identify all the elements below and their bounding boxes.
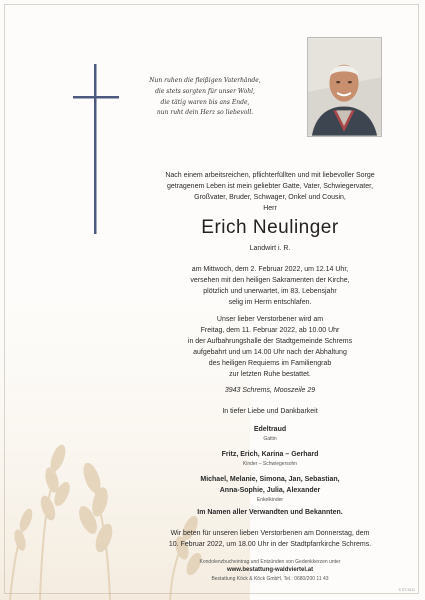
honorific: Herr (263, 205, 277, 212)
funeral-line: Freitag, dem 11. Februar 2022, ab 10.00 Uhr (200, 327, 340, 334)
document-code: © ST-9211 (398, 588, 415, 592)
intro-text (150, 170, 390, 214)
mourning-intro: In tiefer Liebe und Dankbarkeit (222, 408, 318, 415)
mourner-group (150, 474, 390, 504)
death-details (150, 264, 390, 308)
funeral-line: zur letzten Ruhe bestattet. (229, 371, 311, 378)
funeral-line: in der Aufbahrungshalle der Stadtgemeinde Schrems (187, 338, 353, 345)
funeral-line: des heiligen Requiems im Familiengrab (208, 360, 332, 367)
footer (150, 558, 390, 583)
deceased-occupation: Landwirt i. R. (249, 245, 291, 252)
poem-line: Nun ruhen die fleißigen Vaterhände, (149, 77, 261, 84)
mourner-relation: Enkelkinder (256, 497, 284, 503)
family-address: 3943 Schrems, Mooszeile 29 (224, 387, 316, 394)
funeral-line: aufgebahrt und um 14.00 Uhr nach der Abhaltung (193, 349, 347, 356)
mourner-names: Edeltraud (253, 426, 287, 433)
poem-line: nun ruht dein Herz so liebevoll. (156, 109, 254, 117)
mourner-names: Michael, Melanie, Simona, Jan, Sebastian, (200, 476, 340, 483)
mourner-relation: Gattin (263, 436, 277, 442)
portrait-photo (307, 37, 382, 137)
prayer-details (150, 528, 390, 550)
death-line: versehen mit den heiligen Sakramenten der Kirche, (190, 277, 350, 284)
relatives-note: Im Namen aller Verwandten und Bekannten. (197, 509, 343, 516)
death-line: selig im Herrn entschlafen. (228, 299, 312, 306)
condolence-note: Kondolenzbucheintrag und Entzünden von Gedenkkerzen unter (199, 559, 341, 565)
prayer-line: Wir beten für unseren lieben Verstorbenen am Donnerstag, dem (170, 530, 370, 537)
funeral-details (150, 314, 390, 380)
intro-line: Nach einem arbeitsreichen, pflichterfüllten und mit liebevoller Sorge (165, 172, 375, 179)
poem (120, 76, 290, 119)
death-line: plötzlich und unerwartet, im 83. Lebensjahr (203, 288, 337, 295)
poem-line: die tätig waren bis ans Ende, (160, 98, 250, 106)
deceased-name: Erich Neulinger (201, 217, 339, 238)
mourner-names: Fritz, Erich, Karina – Gerhard (221, 451, 319, 458)
cross-icon (73, 64, 119, 234)
intro-line: Großvater, Bruder, Schwager, Onkel und Cousin, (194, 194, 346, 201)
prayer-line: 10. Februar 2022, um 18.00 Uhr in der Stadtpfarrkirche Schrems. (168, 541, 372, 548)
poem-line: die stets sorgten für unser Wohl, (155, 87, 255, 95)
mourner-names: Anna-Sophie, Julia, Alexander (219, 487, 321, 494)
death-line: am Mittwoch, dem 2. Februar 2022, um 12.14 Uhr, (191, 266, 349, 273)
funeral-line: Unser lieber Verstorbener wird am (216, 316, 324, 323)
mourner-group (150, 449, 390, 468)
mourner-group (150, 424, 390, 443)
mourner-relation: Kinder – Schwiegersohn (242, 461, 298, 467)
company-info: Bestattung Köck & Köck GmbH, Tel.: 0680/200 11 43 (211, 576, 329, 582)
website-link[interactable]: www.bestattung-waldviertel.at (226, 567, 314, 573)
intro-line: getragenem Leben ist mein geliebter Gatte, Vater, Schwiegervater, (166, 183, 374, 190)
